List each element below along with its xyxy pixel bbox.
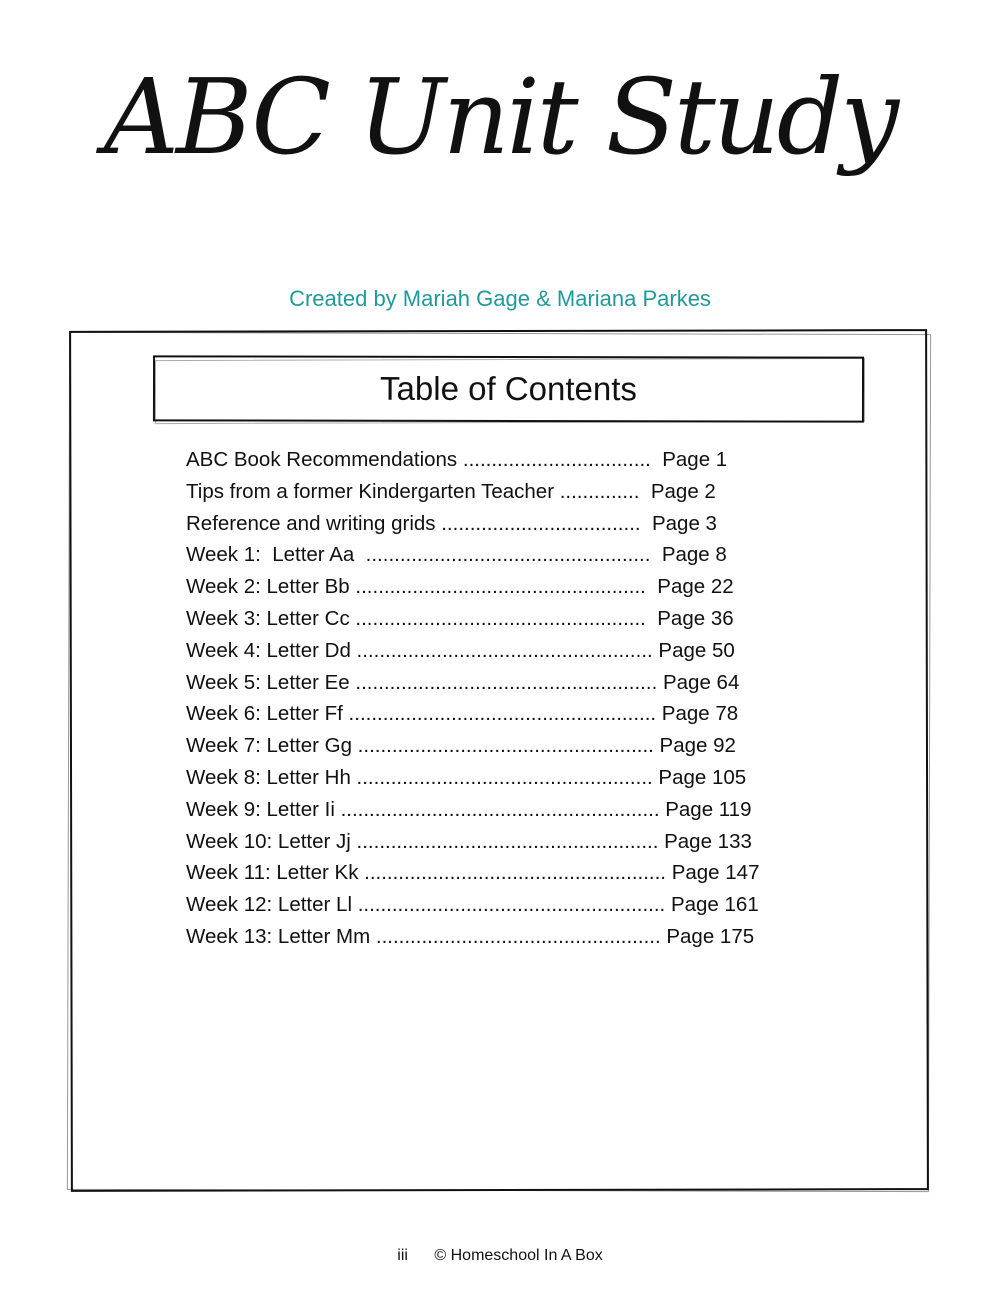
toc-entry: [186, 539, 796, 571]
toc-entry-text: Week 4: Letter Dd .................................................... Page 50: [186, 638, 735, 662]
toc-entry-text: Week 6: Letter Ff ...................................................... Page 78: [186, 702, 739, 726]
toc-entry-text: Week 11: Letter Kk ..................................................... Page 147: [186, 861, 760, 885]
toc-heading: Table of Contents: [380, 369, 637, 408]
toc-entry: [186, 826, 796, 858]
toc-entry: [186, 571, 796, 603]
toc-entry-text: Week 1: Letter Aa .................................................. Page 8: [186, 543, 727, 567]
toc-entry: [186, 889, 796, 921]
toc-entry: [186, 444, 796, 476]
toc-entry: [186, 667, 796, 699]
toc-entry: [186, 603, 796, 635]
toc-entry: [186, 508, 796, 540]
toc-entry: [186, 635, 796, 667]
footer-copyright: © Homeschool In A Box: [434, 1247, 603, 1264]
toc-entry-text: Reference and writing grids ................................... Page 3: [186, 511, 717, 535]
author-credit: Created by Mariah Gage & Mariana Parkes: [289, 286, 711, 311]
toc-entry-text: Week 3: Letter Cc ................................................... Page 36: [186, 606, 734, 630]
toc-entry-text: Week 7: Letter Gg .................................................... Page 92: [186, 734, 736, 758]
toc-entry: [186, 794, 796, 826]
document-title: ABC Unit Study: [103, 56, 897, 178]
toc-entry: [186, 476, 796, 508]
toc-list: [186, 444, 796, 953]
toc-entry-text: Week 9: Letter Ii ........................................................ Page 119: [186, 797, 752, 821]
toc-header-box: [153, 355, 864, 422]
toc-entry-text: Tips from a former Kindergarten Teacher .............. Page 2: [186, 479, 716, 503]
toc-entry: [186, 730, 796, 762]
footer-page-number: iii: [397, 1247, 408, 1264]
toc-entry-text: Week 2: Letter Bb ................................................... Page 22: [186, 575, 734, 599]
toc-entry-text: ABC Book Recommendations ................................. Page 1: [186, 448, 728, 471]
toc-entry-text: Week 13: Letter Mm .................................................. Page 175: [186, 924, 755, 948]
toc-entry: [186, 698, 796, 730]
toc-entry-text: Week 8: Letter Hh .................................................... Page 105: [186, 765, 747, 789]
page-footer: [0, 1247, 1000, 1265]
toc-entry-text: Week 10: Letter Jj ..................................................... Page 133: [186, 829, 752, 853]
toc-entry-text: Week 5: Letter Ee ..................................................... Page 64: [186, 670, 740, 694]
toc-entry: [186, 857, 796, 889]
toc-entry-text: Week 12: Letter Ll ...................................................... Page 161: [186, 893, 759, 917]
toc-entry: [186, 921, 796, 953]
toc-entry: [186, 762, 796, 794]
